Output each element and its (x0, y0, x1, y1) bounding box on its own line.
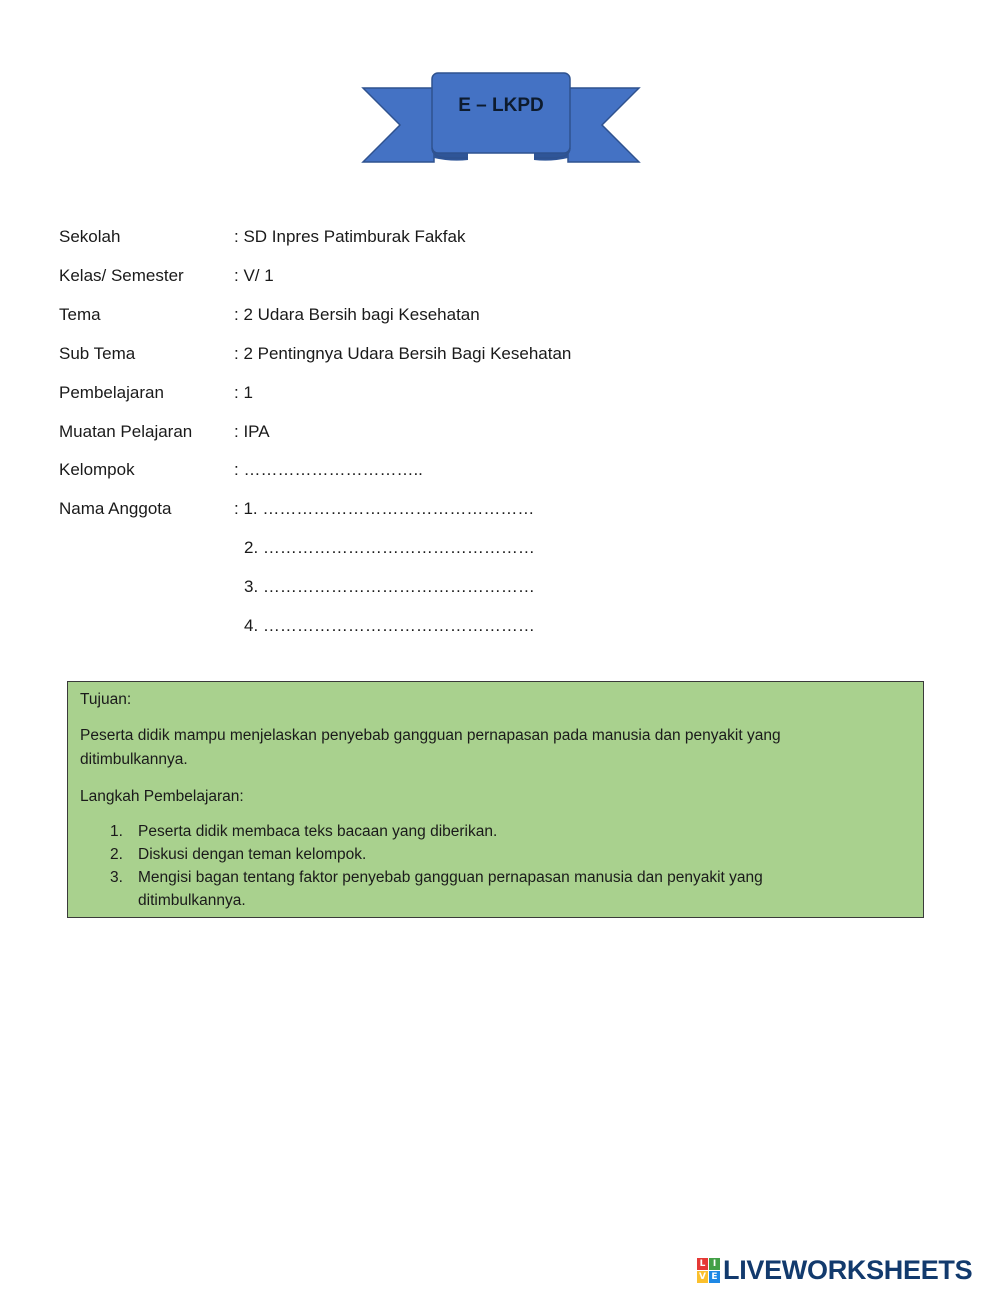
step-number: 2. (110, 846, 123, 863)
title-banner (360, 70, 642, 166)
brand-icon-letter: V (697, 1271, 708, 1283)
step-number: 3. (110, 869, 123, 886)
member-line-2: 2. ………………………………………… (244, 538, 535, 557)
info-value: : SD Inpres Patimburak Fakfak (234, 227, 466, 246)
step-number: 1. (110, 823, 123, 840)
ribbon-shape (360, 70, 642, 166)
brand-name: LIVEWORKSHEETS (723, 1254, 973, 1285)
liveworksheets-logo (697, 1256, 972, 1284)
brand-icon-letter: L (697, 1258, 708, 1270)
info-label: Pembelajaran (59, 383, 164, 402)
info-label: Tema (59, 305, 101, 324)
goal-text-line-2: ditimbulkannya. (80, 751, 188, 768)
steps-list (80, 820, 880, 912)
info-label: Kelas/ Semester (59, 266, 184, 285)
info-value: : V/ 1 (234, 266, 274, 285)
info-label: Muatan Pelajaran (59, 422, 193, 441)
goal-box (67, 681, 924, 918)
info-label: Kelompok (59, 460, 135, 479)
list-item (80, 820, 880, 843)
list-item (80, 866, 880, 912)
step-text: Peserta didik membaca teks bacaan yang diberikan. (138, 823, 498, 840)
info-value: : IPA (234, 422, 270, 441)
step-text: Diskusi dengan teman kelompok. (138, 846, 367, 863)
info-value: : 1. ………………………………………… (234, 499, 535, 518)
info-label: Sekolah (59, 227, 121, 246)
info-value: : 2 Udara Bersih bagi Kesehatan (234, 305, 480, 324)
goal-text-line-1: Peserta didik mampu menjelaskan penyebab gangguan pernapasan pada manusia dan penyakit yang (80, 727, 781, 744)
banner-title: E – LKPD (458, 95, 544, 116)
brand-icon-letter: E (709, 1271, 720, 1283)
info-value: : 2 Pentingnya Udara Bersih Bagi Kesehatan (234, 344, 572, 363)
brand-icon-letter: I (709, 1258, 720, 1270)
step-text-continued: ditimbulkannya. (138, 892, 246, 909)
steps-heading: Langkah Pembelajaran: (80, 788, 244, 805)
member-line-3: 3. ………………………………………… (244, 577, 535, 596)
brand-icon (697, 1258, 720, 1283)
info-label: Sub Tema (59, 344, 136, 363)
goal-heading: Tujuan: (80, 691, 132, 708)
step-text: Mengisi bagan tentang faktor penyebab gangguan pernapasan manusia dan penyakit yang (138, 869, 763, 886)
info-value: : ………………………….. (234, 460, 423, 479)
member-line-4: 4. ………………………………………… (244, 616, 535, 635)
info-label: Nama Anggota (59, 499, 172, 518)
info-value: : 1 (234, 383, 253, 402)
list-item (80, 843, 880, 866)
